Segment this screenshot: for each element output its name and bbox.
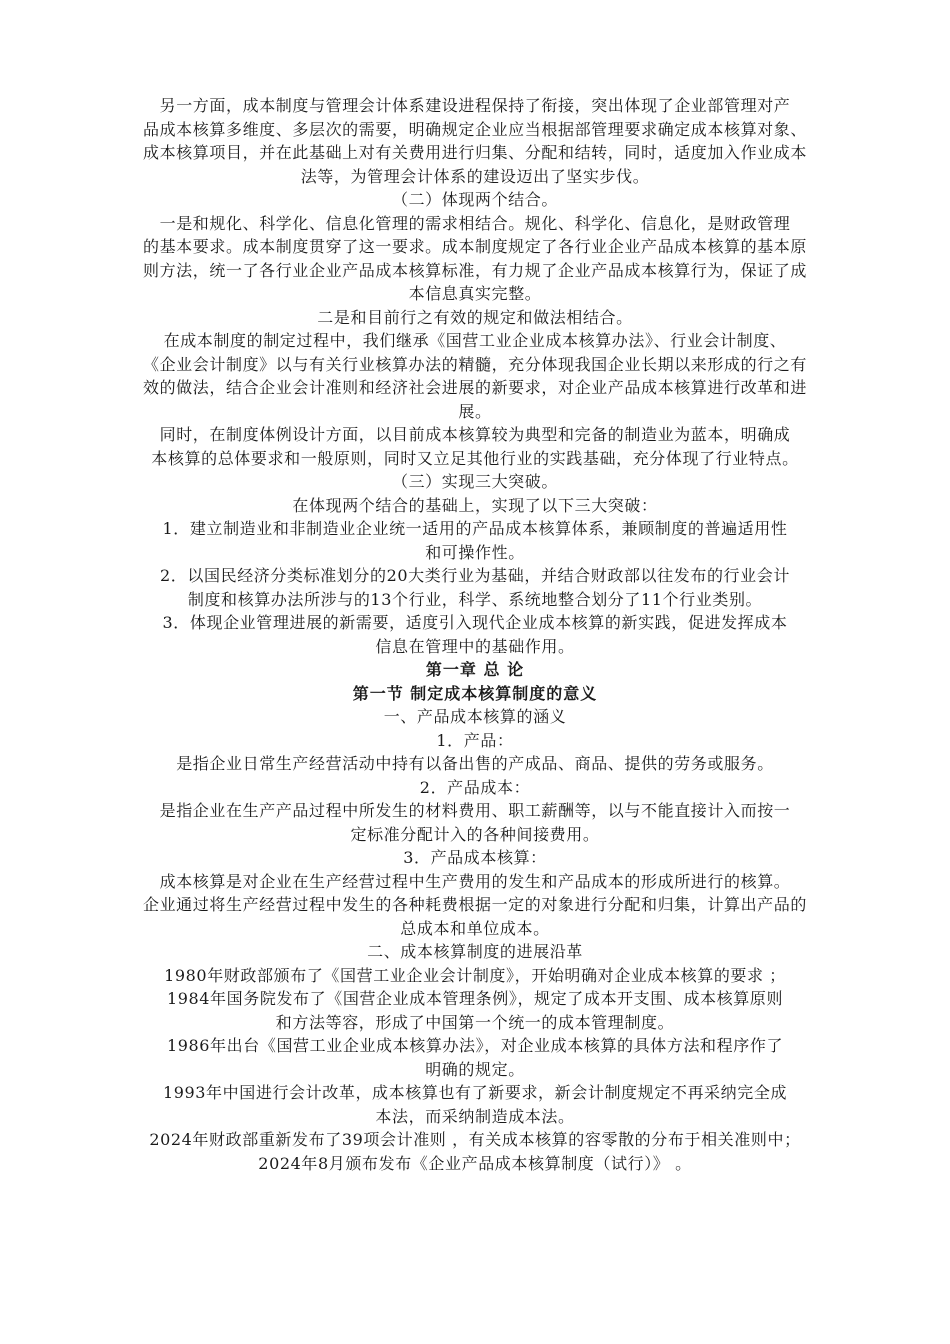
chapter-title: 第一章 总 论 bbox=[425, 660, 525, 679]
text-line: 成本核算是对企业在生产经营过程中生产费用的发生和产品成本的形成所进行的核算。 bbox=[159, 871, 791, 891]
text-line: 一是和规化、科学化、信息化管理的需求相结合。规化、科学化、信息化，是财政管理 bbox=[159, 213, 791, 233]
text-line: 企业通过将生产经营过程中发生的各种耗费根据一定的对象进行分配和归集，计算出产品的 bbox=[142, 895, 807, 914]
text-line: 二是和目前行之有效的规定和做法相结合。 bbox=[317, 307, 633, 327]
list-item: 1．建立制造业和非制造业企业统一适用的产品成本核算体系，兼顾制度的普遍适用性 bbox=[162, 519, 788, 538]
text-line: 总成本和单位成本。 bbox=[400, 918, 550, 938]
text-line: 制度和核算办法所涉与的13个行业，科学、系统地整合划分了11个行业类别。 bbox=[187, 589, 763, 609]
text-line: 在成本制度的制定过程中，我们继承《国营工业企业成本核算办法》、行业会计制度、 bbox=[163, 331, 787, 350]
text-line: 是指企业日常生产经营活动中持有以备出售的产成品、商品、提供的劳务或服务。 bbox=[176, 754, 774, 773]
list-item: 2．以国民经济分类标准划分的20大类行业为基础，并结合财政部以往发布的行业会计 bbox=[160, 566, 790, 585]
list-item: 2．产品成本： bbox=[419, 777, 531, 797]
text-line: 和可操作性。 bbox=[425, 542, 525, 562]
text-line: 2024年8月颁布发布《企业产品成本核算制度（试行）》 。 bbox=[258, 1153, 692, 1173]
document-body bbox=[88, 94, 862, 1175]
text-line: 的基本要求。成本制度贯穿了这一要求。成本制度规定了各行业企业产品成本核算的基本原 bbox=[142, 237, 807, 256]
text-line: 和方法等容，形成了中国第一个统一的成本管理制度。 bbox=[275, 1012, 675, 1032]
list-item: 3．体现企业管理进展的新需要，适度引入现代企业成本核算的新实践，促进发挥成本 bbox=[162, 613, 788, 632]
list-item: 1．产品： bbox=[436, 730, 514, 750]
text-line: 明确的规定。 bbox=[425, 1059, 525, 1079]
text-line: 成本核算项目，并在此基础上对有关费用进行归集、分配和结转，同时，适度加入作业成本 bbox=[142, 143, 807, 162]
text-line: 定标准分配计入的各种间接费用。 bbox=[350, 824, 600, 844]
text-line: 同时，在制度体例设计方面，以目前成本核算较为典型和完备的制造业为蓝本，明确成 bbox=[159, 425, 791, 444]
text-line: 本核算的总体要求和一般原则，同时又立足其他行业的实践基础，充分体现了行业特点。 bbox=[151, 448, 799, 468]
text-line: 展。 bbox=[458, 401, 492, 421]
text-line: 则方法，统一了各行业企业产品成本核算标准，有力规了企业产品成本核算行为，保证了成 bbox=[142, 260, 807, 280]
text-line: 是指企业在生产产品过程中所发生的材料费用、职工薪酬等，以与不能直接计入而按一 bbox=[159, 801, 791, 820]
subsection-heading: 一、产品成本核算的涵义 bbox=[383, 707, 567, 726]
text-line: 本信息真实完整。 bbox=[408, 284, 542, 303]
section-heading: （三）实现三大突破。 bbox=[391, 472, 558, 491]
text-line: 1984年国务院发布了《国营企业成本管理条例》，规定了成本开支围、成本核算原则 bbox=[166, 989, 784, 1008]
text-line: 法等，为管理会计体系的建设迈出了坚实步伐。 bbox=[300, 166, 650, 186]
text-line: 1993年中国进行会计改革，成本核算也有了新要求，新会计制度规定不再采纳完全成 bbox=[162, 1083, 788, 1102]
subsection-heading: 二、成本核算制度的进展沿革 bbox=[367, 942, 583, 961]
text-line: 1980年财政部颁布了《国营工业企业会计制度》，开始明确对企业成本核算的要求 ； bbox=[164, 965, 786, 985]
section-title: 第一节 制定成本核算制度的意义 bbox=[352, 683, 598, 703]
text-line: 另一方面，成本制度与管理会计体系建设进程保持了衔接，突出体现了企业部管理对产 bbox=[159, 96, 791, 115]
section-heading: （二）体现两个结合。 bbox=[391, 190, 558, 209]
text-line: 信息在管理中的基础作用。 bbox=[375, 636, 575, 656]
text-line: 效的做法，结合企业会计准则和经济社会进展的新要求，对企业产品成本核算进行改革和进 bbox=[142, 378, 807, 397]
text-line: 本法，而采纳制造成本法。 bbox=[375, 1106, 575, 1126]
text-line: 《企业会计制度》以与有关行业核算办法的精髓，充分体现我国企业长期以来形成的行之有 bbox=[142, 354, 807, 374]
text-line: 1986年出台《国营工业企业成本核算办法》，对企业成本核算的具体方法和程序作了 bbox=[166, 1036, 784, 1055]
list-item: 3．产品成本核算： bbox=[403, 848, 547, 867]
text-line: 品成本核算多维度、多层次的需要，明确规定企业应当根据部管理要求确定成本核算对象、 bbox=[142, 119, 807, 139]
text-line: 在体现两个结合的基础上，实现了以下三大突破： bbox=[292, 495, 658, 515]
text-line: 2024年财政部重新发布了39项会计准则 ，有关成本核算的容零散的分布于相关准则中； bbox=[149, 1130, 801, 1149]
